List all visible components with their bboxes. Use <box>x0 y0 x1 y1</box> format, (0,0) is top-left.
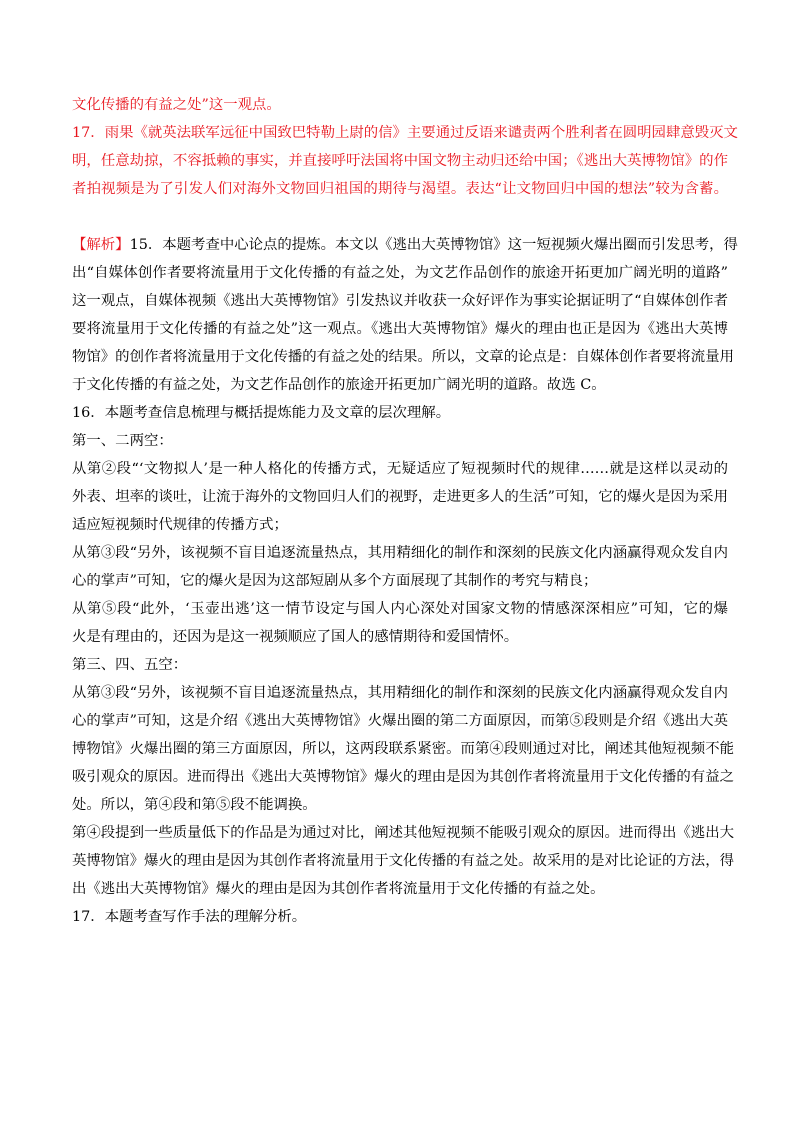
q16-part1-title: 第一、二两空： <box>72 433 173 449</box>
q16-line: 适应短视频时代规律的传播方式； <box>72 517 288 533</box>
q16-line: 心的掌声”可知，这是介绍《逃出大英博物馆》火爆出圈的第二方面原因，而第⑤段则是介绍《逃出大英 <box>72 713 728 729</box>
q16-line: 心的掌声”可知，它的爆火是因为这部短剧从多个方面展现了其制作的考究与精良； <box>72 573 598 589</box>
q16-line: 处。所以，第④段和第⑤段不能调换。 <box>72 797 317 813</box>
q16-line: 火是有理由的，还因为是这一视频顺应了国人的感情期待和爱国情怀。 <box>72 629 519 645</box>
analysis-first-line <box>72 231 738 259</box>
q16-line: 从第②段“‘文物拟人’是一种人格化的传播方式，无疑适应了短视频时代的规律……就是这样以灵动的 <box>72 461 728 477</box>
analysis-line: 要将流量用于文化传播的有益之处”这一观点。《逃出大英博物馆》爆火的理由也正是因为《逃出大英博 <box>72 321 728 337</box>
analysis-label: 【解析】 <box>72 237 130 253</box>
q16-line: 英博物馆》爆火的理由是因为其创作者将流量用于文化传播的有益之处。故采用的是对比论证的方法，得 <box>72 853 734 869</box>
q16-line: 从第③段“另外，该视频不盲目追逐流量热点，其用精细化的制作和深刻的民族文化内涵赢得观众发自内 <box>72 685 728 701</box>
q16-heading: 16．本题考查信息梳理与概括提炼能力及文章的层次理解。 <box>72 405 451 421</box>
analysis-line: 物馆》的创作者将流量用于文化传播的有益之处的结果。所以，文章的论点是：自媒体创作者要将流量用 <box>72 349 734 365</box>
answer-line: 文化传播的有益之处”这一观点。 <box>72 97 281 113</box>
q16-line: 从第③段“另外，该视频不盲目追逐流量热点，其用精细化的制作和深刻的民族文化内涵赢得观众发自内 <box>72 545 728 561</box>
answer-line: 者拍视频是为了引发人们对海外文物回归祖国的期待与渴望。表达“让文物回归中国的想法”较为含蓄。 <box>72 181 728 197</box>
q16-line: 吸引观众的原因。进而得出《逃出大英博物馆》爆火的理由是因为其创作者将流量用于文化传播的有益之 <box>72 769 734 785</box>
q16-line: 第④段提到一些质量低下的作品是为通过对比，阐述其他短视频不能吸引观众的原因。进而得出《逃出大 <box>72 825 734 841</box>
q16-part2-title: 第三、四、五空： <box>72 657 188 673</box>
analysis-text: 15．本题考查中心论点的提炼。本文以《逃出大英博物馆》这一短视频火爆出圈而引发思考，得 <box>129 237 738 253</box>
section-gap <box>72 203 728 231</box>
answer-line: 明，任意劫掠，不容抵赖的事实，并直接呼吁法国将中国文物主动归还给中国；《逃出大英博物馆》的作 <box>72 153 728 169</box>
analysis-line: 出“自媒体创作者要将流量用于文化传播的有益之处，为文艺作品创作的旅途开拓更加广阔光明的道路” <box>72 265 728 281</box>
answer-line: 17．雨果《就英法联军远征中国致巴特勒上尉的信》主要通过反语来谴责两个胜利者在圆明园肆意毁灭文 <box>72 125 738 141</box>
analysis-line: 这一观点，自媒体视频《逃出大英博物馆》引发热议并收获一众好评作为事实论据证明了“自媒体创作者 <box>72 293 728 309</box>
q17-heading: 17．本题考查写作手法的理解分析。 <box>72 909 307 925</box>
analysis-line: 于文化传播的有益之处，为文艺作品创作的旅途开拓更加广阔光明的道路。故选 C。 <box>72 377 606 393</box>
q16-line: 博物馆》火爆出圈的第三方面原因，所以，这两段联系紧密。而第④段则通过对比，阐述其他短视频不能 <box>72 741 734 757</box>
q16-line: 出《逃出大英博物馆》爆火的理由是因为其创作者将流量用于文化传播的有益之处。 <box>72 881 605 897</box>
q16-line: 外表、坦率的谈吐，让流于海外的文物回归人们的视野，走进更多人的生活”可知，它的爆火是因为采用 <box>72 489 728 505</box>
document-page <box>72 91 738 931</box>
q16-line: 从第⑤段“此外，‘玉壶出逃’这一情节设定与国人内心深处对国家文物的情感深深相应”可知，它的爆 <box>72 601 728 617</box>
